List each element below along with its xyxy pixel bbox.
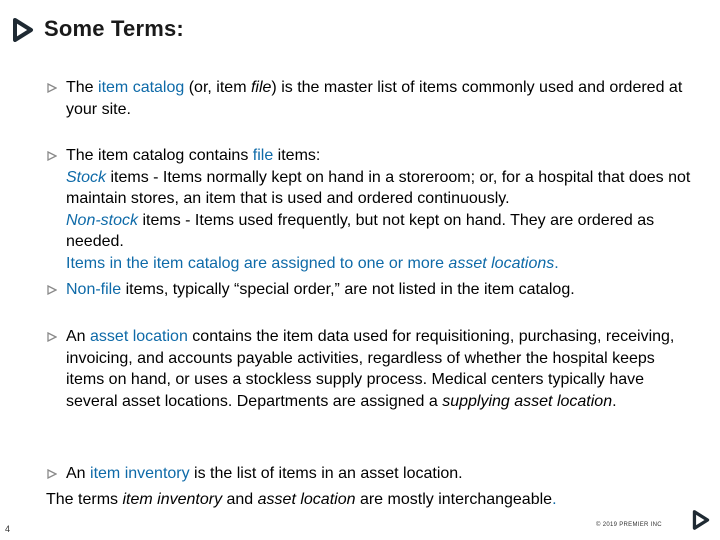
text: An [66, 328, 91, 345]
triangle-outline-bullet-icon [47, 285, 57, 295]
bullet-asset-location [66, 326, 696, 412]
line-non-stock [66, 210, 696, 253]
text: The item catalog contains [66, 147, 253, 164]
triangle-outline-bullet-icon [47, 332, 57, 342]
term-asset-location: asset location [257, 491, 356, 508]
text: An [66, 465, 91, 482]
triangle-outline-bullet-icon [47, 469, 57, 479]
text: . [554, 254, 559, 272]
text: items: [273, 147, 321, 164]
term-file: file [252, 147, 274, 164]
text: items - Items normally kept on hand in a storeroom; or, for a hospital that does not maintain stores, an item that is used and ordered continuously. [66, 168, 691, 208]
line-asset-locations [66, 253, 696, 275]
text: are mostly interchangeable [355, 491, 553, 508]
text: (or, item [184, 79, 251, 96]
term-supplying-asset-location: supplying asset location [442, 392, 613, 410]
line-contains [66, 145, 696, 167]
text: contains the item data used for requisitioning, purchasing, receiving, invoicing, and accounts payable activities, regardless of whether the hospital keeps items on hand, or uses a stockless supply process. Medical centers typically have several asset locations. Departments are assigned a [66, 328, 675, 410]
term-item-inventory: item inventory [90, 465, 190, 482]
premier-logo-icon [12, 18, 34, 42]
text: The [66, 79, 99, 96]
text: items - Items used frequently, but not kept on hand. They are ordered as needed. [66, 211, 655, 251]
text: Items in the item catalog are assigned to one or more [66, 254, 449, 272]
copyright-text: © 2019 PREMIER INC [596, 522, 662, 528]
text: . [552, 491, 557, 508]
triangle-outline-bullet-icon [47, 151, 57, 161]
page-number: 4 [5, 524, 11, 534]
premier-logo-icon [692, 510, 710, 530]
term-item-catalog: item catalog [98, 79, 185, 96]
text: is the list of items in an asset location. [189, 465, 463, 482]
bullet-non-file [66, 279, 696, 301]
bullet-catalog-contains [66, 145, 696, 275]
text: The terms [46, 491, 123, 508]
term-asset-location: asset location [90, 328, 188, 345]
term-file: file [250, 79, 272, 96]
text: . [612, 392, 617, 410]
line-stock [66, 167, 696, 210]
term-asset-locations: asset locations [448, 254, 555, 272]
interchangeable-note [46, 489, 557, 511]
bullet-item-inventory [66, 463, 696, 485]
term-non-stock: Non-stock [66, 211, 139, 229]
term-item-inventory: item inventory [122, 491, 223, 508]
text: items, typically “special order,” are not listed in the item catalog. [121, 281, 575, 298]
slide-title: Some Terms: [44, 16, 184, 41]
term-stock: Stock [66, 168, 107, 186]
bullet-item-catalog [66, 77, 696, 120]
triangle-outline-bullet-icon [47, 83, 57, 93]
text: ) is the master list of items commonly used and ordered at your site. [66, 79, 683, 118]
term-non-file: Non-file [66, 281, 122, 298]
text: and [222, 491, 258, 508]
